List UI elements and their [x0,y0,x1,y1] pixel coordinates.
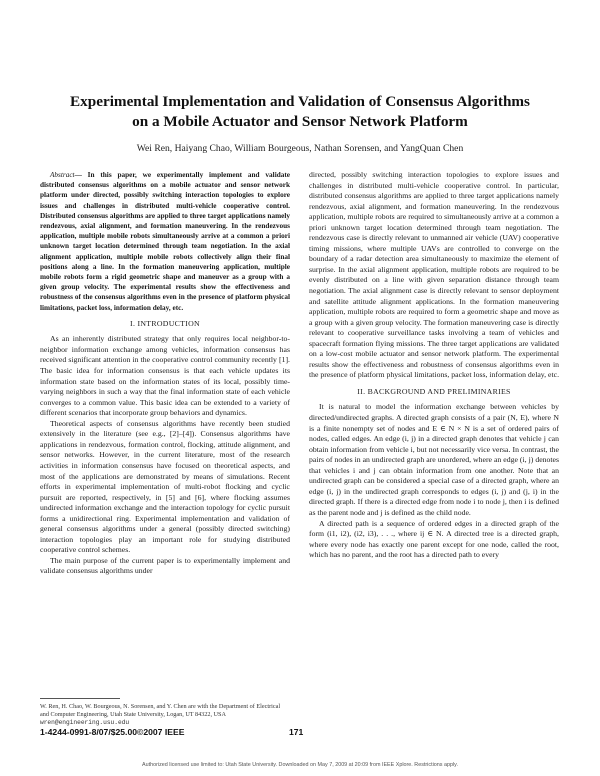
license-notice: Authorized licensed use limited to: Utah State University. Downloaded on May 7, 2009 at 20:09 from IEEE Xplore. Restrictions apply. [142,762,458,768]
right-column [309,170,559,561]
intro-continuation-paragraph: directed, possibly switching interaction topologies to explore issues and challenges in distributed multi-vehicle cooperative control. In particular, distributed consensus algorithms are applied to three target applications namely rendezvous, axial alignment, and formation maneuvering. In the rendezvous application, multiple robots are required to simultaneously arrive at a common a priori unknown target location determined through team negotiation. The rendezvous case is directly relevant to unmanned air vehicle (UAV) cooperative timing missions, where multiple UAVs are controlled to converge on the boundary of a radar detection area simultaneously to maximize the element of surprise. In the axial alignment application, multiple robots are required to be evenly distributed on a line with given separation distance through team negotiation. The axial alignment case is directly relevant to sensor deployment and satellite attitude alignment applications. In the formation maneuvering application, multiple robots are required to form a geometric shape and move as a group with a given group velocity. The formation maneuvering case is directly relevant to cooperative surveillance tasks involving a team of vehicles and spacecraft formation flying missions. The three target applications are validated on a low-cost mobile actuator and sensor network platform. The experimental results show the effectiveness and robustness of consensus algorithms even in the presence of platform physical limitations, packet loss, information delay, etc. [309,170,560,380]
copyright-isbn: 1-4244-0991-8/07/$25.00©2007 IEEE [40,727,185,737]
abstract-text: — In this paper, we experimentally implement and validate distributed consensus algorithms on a mobile actuator and sensor network platform under directed, possibly switching interaction topologies to explore issues and challenges in distributed multi-vehicle cooperative control. Distributed consensus algorithms are applied to three target applications namely rendezvous, axial alignment, and formation maneuvering. In the rendezvous application, multiple mobile robots simultaneously arrive at a common a priori unknown target location determined through team negotiation. In the axial alignment application, multiple mobile robots collectively align their final positions along a line. In the formation maneuvering application, multiple mobile robots form a rigid geometric shape and maneuver as a group with a given group velocity. The experimental results show the effectiveness and robustness of the consensus algorithms even in the presence of platform physical limitations, packet loss, information delay, etc. [40,171,290,312]
footnote-email[interactable]: wren@engineering.usu.edu [40,719,130,726]
footnote-text: W. Ren, H. Chao, W. Bourgeous, N. Sorensen, and Y. Chen are with the Department of Electrical and Computer Engineering, Utah State University, Logan, UT 84322, USA [40,703,281,718]
section-heading-introduction: I. INTRODUCTION [130,318,200,328]
left-column [40,170,290,577]
abstract [40,170,290,313]
abstract-label: Abstract [50,171,75,179]
section-heading-background: II. BACKGROUND AND PRELIMINARIES [357,386,511,396]
title-line-1: Experimental Implementation and Validation of Consensus Algorithms [70,93,530,110]
background-paragraph-1: It is natural to model the information exchange between vehicles by directed/undirected graphs. A directed graph consists of a pair (N, E), where N is a finite nonempty set of nodes and E ∈ N × N is a set of ordered pairs of nodes, called edges. An edge (i, j) in a directed graph denotes that vehicle j can obtain information from vehicle i, but not necessarily vice versa. In contrast, the pairs of nodes in an undirected graph are unordered, where an edge (i, j) denotes that vehicles i and j can obtain information from one another. Note that an undirected graph can be considered a special case of a directed graph, where an edge (i, j) in the undirected graph corresponds to edges (i, j) and (j, i) in the directed graph. If there is a directed edge from node i to node j, then i is defined as the parent node and j is defined as the child node. [309,402,559,517]
background-paragraph-2: A directed path is a sequence of ordered edges in a directed graph of the form (i1, i2), (i2, i3), . . ., where ij ∈ N. A directed tree is a directed graph, where every node has exactly one parent except for one node, called the root, which has no parent, and the root has a directed path to every [309,518,559,560]
intro-paragraph-2: Theoretical aspects of consensus algorithms have recently been studied extensively in the literature (see e.g., [2]–[4]). Consensus algorithms have applications in rendezvous, formation control, flocking, attitude alignment, and sensor networks. However, in the current literature, most of the research activities in information consensus have focused on theoretical aspects, and most of the applications are demonstrated by means of simulations. Recent efforts in experimental implementation of multi-robot flocking and cyclic pursuit are reported, respectively, in [5] and [6], where flocking assumes undirected information exchange and the interaction topology for cyclic pursuit forms a unidirectional ring. Experimental implementation and validation of general consensus algorithms under a general (possibly directed switching) interaction topologies play an important role for studying distributed cooperative control schemes. [40,418,290,555]
intro-paragraph-3: The main purpose of the current paper is to experimentally implement and validate consensus algorithms under [40,555,290,576]
intro-paragraph-1: As an inherently distributed strategy that only requires local neighbor-to-neighbor information exchange among vehicles, information consensus has received significant attention in the cooperative control community recently [1]. The basic idea for information consensus is that each vehicle updates its information state based on the information states of its local, possibly time-varying neighbors in such a way that the final information state of each vehicle converges to a common value. This basic idea can be extended to a variety of different scenarios that incorporate group behaviors and dynamics. [40,334,290,418]
title-line-2: on a Mobile Actuator and Sensor Network Platform [132,113,468,130]
author-affiliation-footnote [40,703,290,727]
page-number: 171 [289,727,304,737]
author-list: Wei Ren, Haiyang Chao, William Bourgeous, Nathan Sorensen, and YangQuan Chen [136,143,464,154]
paper-title [40,92,560,132]
footnote-rule [40,698,120,699]
